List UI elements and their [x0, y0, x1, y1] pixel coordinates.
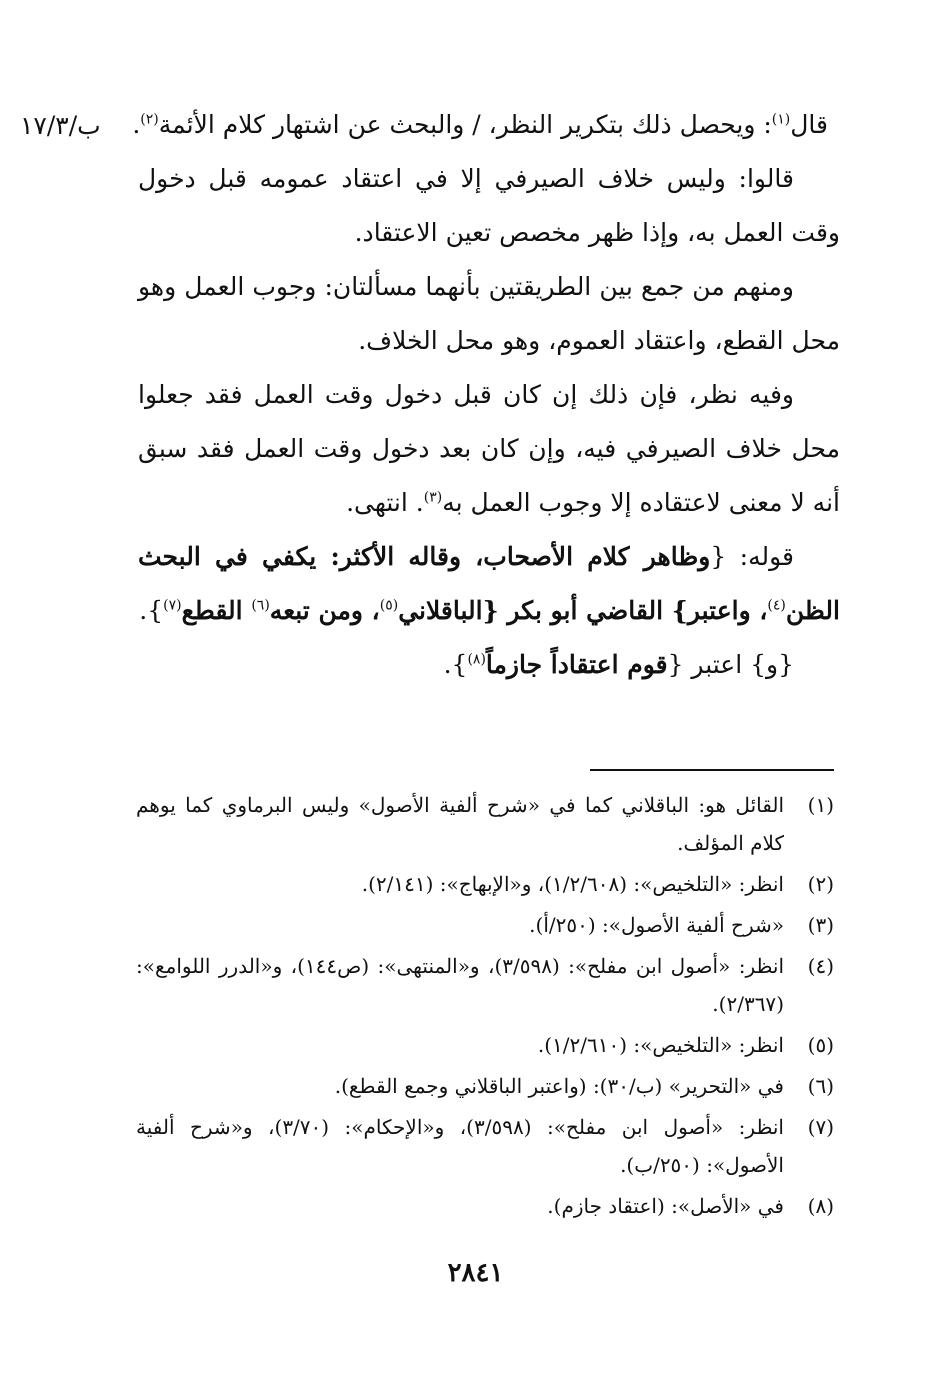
paragraph-5 [138, 530, 840, 638]
footnote-text: انظر: «التلخيص»: (١/٢/٦٠٨)، و«الإبهاج»: (٢/١٤١). [361, 872, 784, 896]
footnote-separator [590, 769, 834, 771]
footnote-text: انظر: «التلخيص»: (١/٢/٦١٠). [537, 1033, 784, 1057]
footnote-number: (٨) [807, 1194, 834, 1218]
text-run: : ويحصل ذلك بتكرير النظر، / والبحث عن اشتهار كلام الأئمة [158, 110, 772, 139]
footnote-ref-1[interactable]: (١) [771, 111, 791, 128]
footnote-number: (٧) [807, 1115, 834, 1139]
paragraph-4 [138, 368, 840, 530]
manuscript-folio-note: ب/١٧/٣ [20, 111, 101, 140]
footnote-text: في «الأصل»: (اعتقاد جازم). [547, 1194, 784, 1218]
bold-text-run: الباقلاني [398, 596, 483, 625]
footnote-text: في «التحرير» (ب/٣٠): (واعتبر الباقلاني وجمع القطع). [334, 1074, 784, 1098]
text-run: . انتهى. [346, 488, 424, 517]
footnote-number: (١) [807, 793, 834, 817]
footnote-2 [136, 865, 834, 903]
footnote-text: القائل هو: الباقلاني كما في «شرح ألفية الأصول» وليس البرماوي كما يوهم كلام المؤلف. [136, 793, 785, 855]
footnote-8 [136, 1187, 834, 1225]
bold-text-run: ، ومن تبعه [269, 596, 380, 625]
text-run: }. [443, 650, 468, 679]
footnote-number: (٣) [807, 913, 834, 937]
footnote-5 [136, 1026, 834, 1064]
bold-text-run: قوم اعتقاداً جازماً [485, 650, 668, 679]
footnote-3 [136, 906, 834, 944]
footnote-text: انظر: «أصول ابن مفلح»: (٣/٥٩٨)، و«المنتهى»: (ص١٤٤)، و«الدرر اللوامع»: (٢/٣٦٧). [136, 954, 785, 1016]
footnote-1 [136, 786, 834, 862]
text-run: . [132, 110, 141, 139]
footnote-4 [136, 947, 834, 1023]
paragraph-3: ومنهم من جمع بين الطريقتين بأنهما مسألتان: وجوب العمل وهو محل القطع، واعتقاد العموم، وهو محل الخلاف. [138, 272, 840, 355]
text-run: }. [139, 596, 164, 625]
footnote-ref-3[interactable]: (٣) [423, 489, 443, 506]
footnote-number: (٤) [807, 954, 834, 978]
bold-text-run: وظاهر كلام الأصحاب، وقاله الأكثر: يكفي في البحث الظن [138, 542, 840, 625]
paragraph-1 [118, 98, 868, 152]
footnote-ref-6[interactable]: (٦) [251, 597, 270, 614]
text-run: وفيه نظر، فإن ذلك إن كان قبل دخول وقت العمل فقد جعلوا محل خلاف الصيرفي فيه، وإن كان بعد دخول وقت العمل فقد سبق أنه لا معنى لاعتقاده إلا وجوب العمل به [138, 380, 840, 517]
bold-text-run: القطع [181, 596, 252, 625]
paragraph-2: قالوا: وليس خلاف الصيرفي إلا في اعتقاد عمومه قبل دخول وقت العمل به، وإذا ظهر مخصص تعين الاعتقاد. [138, 164, 840, 247]
footnote-number: (٥) [807, 1033, 834, 1057]
main-text [132, 98, 840, 692]
footnote-text: «شرح ألفية الأصول»: (٢٥٠/أ). [529, 913, 784, 937]
footnote-text: انظر: «أصول ابن مفلح»: (٣/٥٩٨)، و«الإحكام»: (٣/٧٠)، و«شرح ألفية الأصول»: (٢٥٠/ب). [136, 1115, 784, 1177]
footnote-number: (٦) [807, 1074, 834, 1098]
text-run: ، واعتبر} القاضي أبو بكر { [482, 596, 768, 625]
paragraph-6 [138, 638, 840, 692]
footnote-ref-5[interactable]: (٥) [379, 597, 399, 614]
text-run: {و} اعتبر { [667, 650, 794, 679]
footnote-ref-8[interactable]: (٨) [467, 651, 486, 668]
page-number: ٢٨٤١ [447, 1258, 504, 1288]
text-run: قوله: { [710, 542, 794, 571]
footnote-6 [136, 1067, 834, 1105]
footnote-ref-7[interactable]: (٧) [163, 597, 182, 614]
footnote-ref-2[interactable]: (٢) [140, 111, 159, 128]
footnotes [136, 786, 834, 1228]
text-run: قال [790, 110, 828, 139]
footnote-7 [136, 1108, 834, 1184]
footnote-number: (٢) [807, 872, 834, 896]
footnote-ref-4[interactable]: (٤) [767, 597, 786, 614]
